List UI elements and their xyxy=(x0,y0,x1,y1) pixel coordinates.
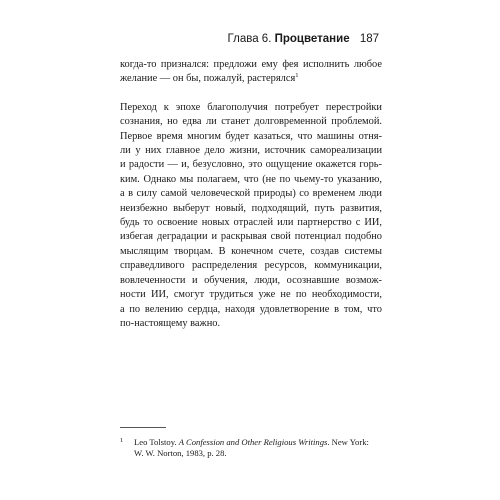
footnote-reference[interactable]: 1 xyxy=(295,72,299,80)
text-line: и радости — и, безусловно, это ощущение окажется горь- xyxy=(120,159,382,171)
text-line: ности ИИ, смогут трудиться уже не по необходимости, xyxy=(120,289,382,301)
text-line: вовлеченности и обучения, люди, осознавшие возмож- xyxy=(120,274,382,286)
text-line: сознания, но едва ли станет долговременной проблемой. xyxy=(120,116,382,128)
paragraph-spacer xyxy=(120,87,382,101)
text-line: будь то освоение новых отраслей или партнерство с ИИ, xyxy=(120,217,382,229)
text-line: ким. Однако мы полагаем, что (не по чьему-то указанию, xyxy=(120,173,382,185)
text-line: мыслящим творцам. В конечном счете, создав системы xyxy=(120,245,382,257)
text-line: а по велению сердца, находя удовлетворение в том, что xyxy=(120,303,382,315)
text-line: когда-то признался: предложи ему фея исполнить любое xyxy=(120,59,382,70)
running-header xyxy=(228,33,379,45)
text-line-content: желание — он бы, пожалуй, растерялся xyxy=(120,73,296,85)
text-line: Первое время многим будет казаться, что машины отня- xyxy=(120,130,382,142)
text-line-with-footnote xyxy=(120,72,382,86)
text-line: избегая деградации и раскрывая свой потенциал подобно xyxy=(120,231,382,243)
page-number: 187 xyxy=(359,33,379,45)
paragraph-1 xyxy=(120,58,382,87)
text-line: Переход к эпохе благополучия потребует перестройки xyxy=(120,101,382,113)
chapter-label: Глава 6. xyxy=(227,33,272,45)
footnote-book-title: A Confession and Other Religious Writings xyxy=(178,437,328,447)
paragraph-2 xyxy=(120,101,382,332)
footnote-marker: 1 xyxy=(120,437,124,444)
footnote xyxy=(120,435,382,460)
footnote-divider xyxy=(120,427,166,428)
text-line: а в силу самой человеческой природы) со временем люди xyxy=(120,188,382,200)
footnote-publisher-line: W. W. Norton, 1983, p. 28. xyxy=(134,448,227,459)
text-line: справедливого распределения ресурсов, коммуникации, xyxy=(120,260,382,272)
body-text xyxy=(120,58,382,331)
text-line: ли у них главное дело жизни, источник самореализации xyxy=(120,145,382,157)
chapter-title: Процветание xyxy=(274,33,350,45)
text-line: по-настоящему важно. xyxy=(120,317,221,329)
text-line: неизбежно выберут новый, подходящий, путь развития, xyxy=(120,202,382,214)
footnote-author: Leo Tolstoy. xyxy=(134,437,177,447)
footnote-publisher-start: . New York: xyxy=(327,437,369,447)
